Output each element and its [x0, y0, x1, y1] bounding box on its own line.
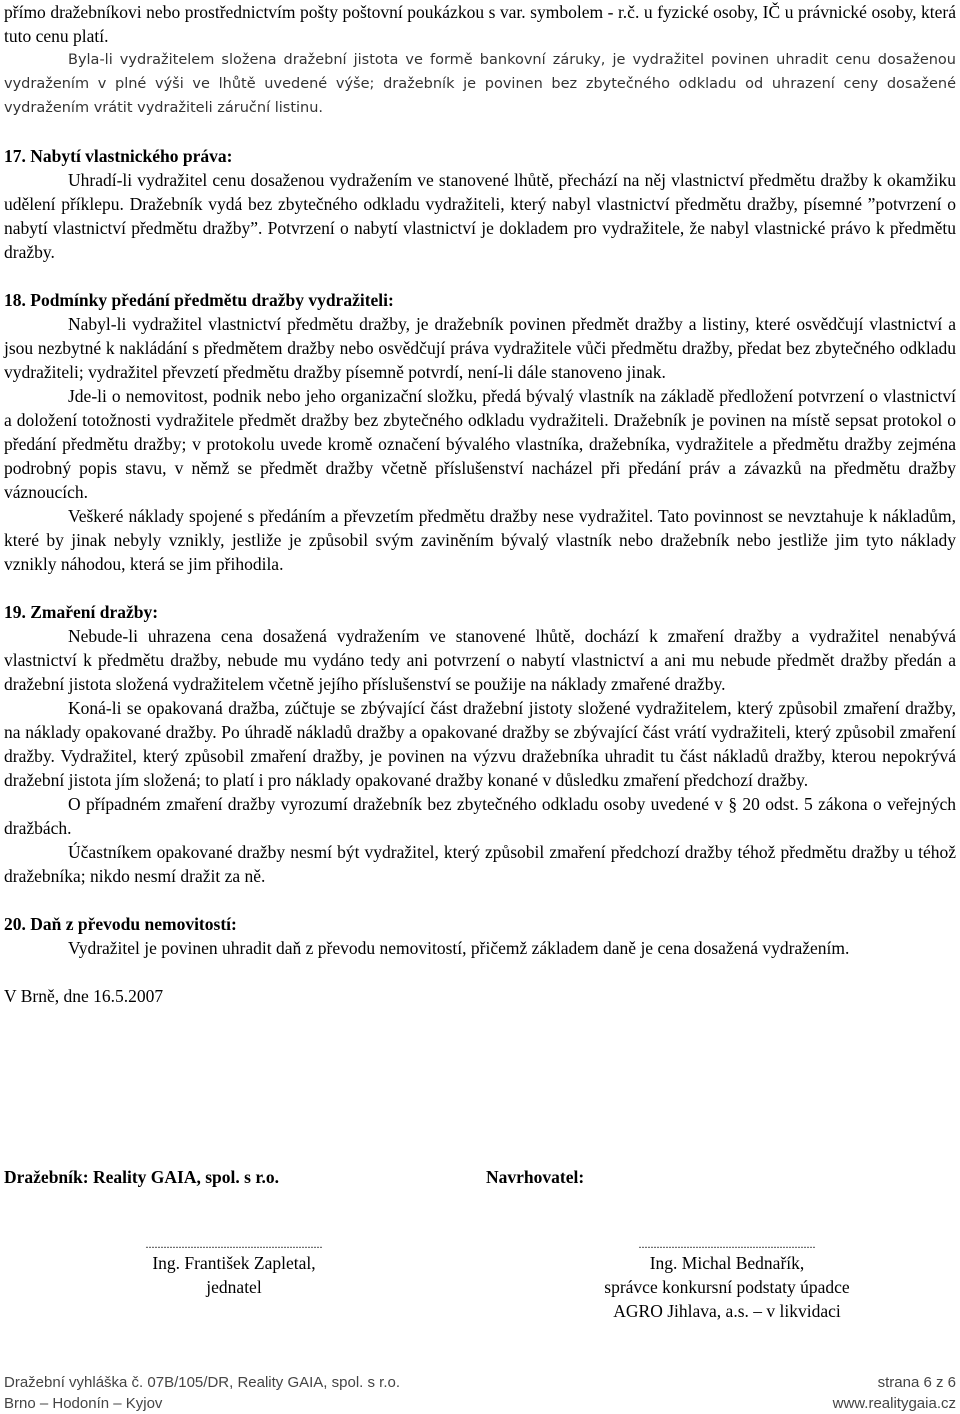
section-19-paragraph-1: Nebude-li uhrazena cena dosažená vydražením ve stanovené lhůtě, dochází k zmaření dražby a vydražitel nenabývá vlastnictví k předmětu dražby, nebude mu vydáno tedy ani potvrzení o nabytí vlastnictví a ani mu nebude předmět dražby předán a dražební jistota složená vydražitelem včetně jejího příslušenství se použije na náklady zmařené dražby. [4, 626, 956, 694]
section-18-paragraph-2: Jde-li o nemovitost, podnik nebo jeho organizační složku, předá bývalý vlastník na základě předložení potvrzení o vlastnictví a doložení totožnosti vydražitele předmět dražby bez zbytečného odkladu vydražiteli. Dražebník je povinen na místě sepsat protokol o předání předmětu dražby; v protokolu uvede kromě označení bývalého vlastníka, dražebníka, vydražitele a předmětu dražby zejména podrobný popis stavu, v němž se předmět dražby včetně příslušenství nacházel při předání práv a závazků na předmětu dražby váznoucích. [4, 386, 956, 502]
auctioneer-label: Dražebník: Reality GAIA, spol. s r.o. [4, 1167, 279, 1187]
auctioneer-name: Ing. František Zapletal, [152, 1253, 316, 1273]
page-footer [4, 1372, 956, 1414]
section-19 [4, 600, 956, 888]
section-19-paragraph-2: Koná-li se opakovaná dražba, zúčtuje se zbývající část dražební jistoty složené vydražitelem, který způsobil zmaření dražby, na náklady opakované dražby. Po úhradě nákladů dražby a opakované dražby se zbývající část vrátí vydražiteli, který způsobil zmaření dražby. Vydražitel, který způsobil zmaření dražby, je povinen na výzvu dražebníka uhradit tu část nákladů dražby, kterou nepokrývá dražební jistota jím složená; to platí i pro náklady opakované dražby konané v důsledku zmaření předchozí dražby. [4, 698, 956, 790]
section-19-paragraph-4: Účastníkem opakované dražby nesmí být vydražitel, který způsobil zmaření předchozí dražby téhož předmětu dražby u téhož dražebníka; nikdo nesmí dražit za ně. [4, 842, 956, 886]
signature-line: ........................................................... [145, 1237, 323, 1251]
section-20-paragraph: Vydražitel je povinen uhradit daň z převodu nemovitostí, přičemž základem daně je cena dosažená vydražením. [68, 938, 850, 958]
section-18 [4, 288, 956, 576]
footer-website: www.realitygaia.cz [832, 1395, 956, 1412]
section-18-paragraph-3: Veškeré náklady spojené s předáním a převzetím předmětu dražby nese vydražitel. Tato povinnost se nevztahuje k nákladům, které by jinak nebyly vznikly, jestliže je způsobil svým zaviněním bývalý vlastník nebo dražebník nebo jestliže jim tyto náklady vznikly náhodou, která se jim přihodila. [4, 506, 956, 574]
place-date: V Brně, dne 16.5.2007 [4, 986, 164, 1006]
section-17-paragraph: Uhradí-li vydražitel cenu dosaženou vydražením ve stanovené lhůtě, přechází na něj vlastnictví předmětu dražby k okamžiku udělení příklepu. Dražebník vydá bez zbytečného odkladu vydražiteli, který nabyl vlastnictví předmětu dražby, písemné ”potvrzení o nabytí vlastnictví předmětu dražby”. Potvrzení o nabytí vlastnictví je dokladem pro vydražitele, že nabyl vlastnické právo k předmětu dražby. [4, 170, 956, 262]
section-17 [4, 144, 956, 264]
proposer-signature [557, 1237, 897, 1323]
section-17-heading: 17. Nabytí vlastnického práva: [4, 146, 233, 166]
section-19-paragraph-3: O případném zmaření dražby vyrozumí dražebník bez zbytečného odkladu osoby uvedené v § 20 odst. 5 zákona o veřejných dražbách. [4, 794, 956, 838]
proposer-name: Ing. Michal Bednařík, [649, 1253, 805, 1273]
intro-paragraph: Byla-li vydražitelem složena dražební jistota ve formě bankovní záruky, je vydražitel povinen uhradit cenu dosaženou vydražením v plné výši ve lhůtě uvedené výše; dražebník je povinen bez zbytečného odkladu od uhrazení ceny dosažené vydražením vrátit vydražiteli záruční listinu. [4, 52, 956, 116]
auctioneer-role: jednatel [206, 1277, 262, 1297]
intro-line: přímo dražebníkovi nebo prostřednictvím pošty poštovní poukázkou s var. symbolem - r.č. u fyzické osoby, IČ u právnické osoby, která tuto cenu platí. [4, 2, 956, 46]
section-18-paragraph-1: Nabyl-li vydražitel vlastnictví předmětu dražby, je dražebník povinen předmět dražby a listiny, které osvědčují vlastnictví a jsou nezbytné k nakládání s předmětem dražby nebo osvědčují práva vydražitele vůči předmětu dražby, předat bez zbytečného odkladu vydražiteli; vydražitel převzetí předmětu dražby písemně potvrdí, není-li dále stanoveno jinak. [4, 314, 956, 382]
section-18-heading: 18. Podmínky předání předmětu dražby vydražiteli: [4, 290, 394, 310]
section-20 [4, 912, 956, 960]
document-body [4, 0, 956, 1008]
footer-locations: Brno – Hodonín – Kyjov [4, 1395, 163, 1412]
footer-document-id: Dražební vyhláška č. 07B/105/DR, Reality GAIA, spol. s r.o. [4, 1374, 401, 1391]
section-20-heading: 20. Daň z převodu nemovitostí: [4, 914, 237, 934]
proposer-role: správce konkursní podstaty úpadce [604, 1277, 850, 1297]
signature-line: ........................................................... [638, 1237, 816, 1251]
section-19-heading: 19. Zmaření dražby: [4, 602, 159, 622]
footer-right [833, 1372, 956, 1414]
auctioneer-signature [84, 1237, 384, 1299]
page-number: strana 6 z 6 [877, 1374, 956, 1391]
proposer-company: AGRO Jihlava, a.s. – v likvidaci [613, 1301, 841, 1321]
proposer-label: Navrhovatel: [486, 1167, 585, 1187]
